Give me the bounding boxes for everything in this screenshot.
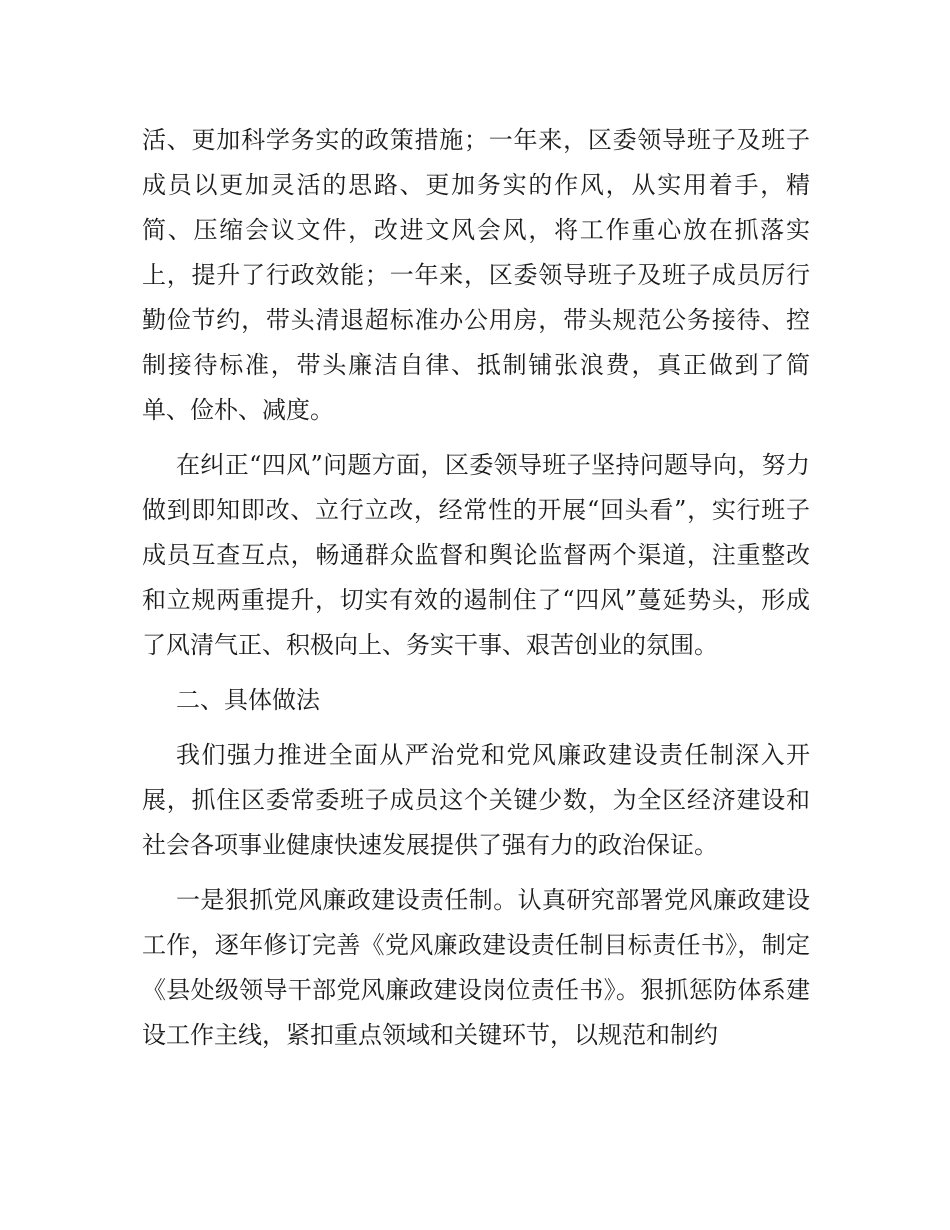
paragraph-3: 我们强力推进全面从严治党和党风廉政建设责任制深入开展，抓住区委常委班子成员这个关键少数，为全区经济建设和社会各项事业健康快速发展提供了强有力的政治保证。 [142, 741, 810, 859]
document-body [142, 118, 810, 1068]
section-heading: 二、具体做法 [176, 686, 320, 714]
paragraph-2: 在纠正“四风”问题方面，区委领导班子坚持问题导向，努力做到即知即改、立行立改，经常性的开展“回头看”，实行班子成员互查互点，畅通群众监督和舆论监督两个渠道，注重整改和立规两重提升，切实有效的遏制住了“四风”蔓延势头，形成了风清气正、积极向上、务实干事、艰苦创业的氛围。 [142, 451, 810, 659]
paragraph-4: 一是狠抓党风廉政建设责任制。认真研究部署党风廉政建设工作，逐年修订完善《党风廉政建设责任制目标责任书》，制定《县处级领导干部党风廉政建设岗位责任书》。狠抓惩防体系建设工作主线，紧扣重点领域和关键环节，以规范和制约 [142, 886, 810, 1049]
paragraph-1: 活、更加科学务实的政策措施；一年来，区委领导班子及班子成员以更加灵活的思路、更加务实的作风，从实用着手，精简、压缩会议文件，改进文风会风，将工作重心放在抓落实上，提升了行政效能；一年来，区委领导班子及班子成员厉行勤俭节约，带头清退超标准办公用房，带头规范公务接待、控制接待标准，带头廉洁自律、抵制铺张浪费，真正做到了简单、俭朴、减度。 [142, 126, 810, 424]
